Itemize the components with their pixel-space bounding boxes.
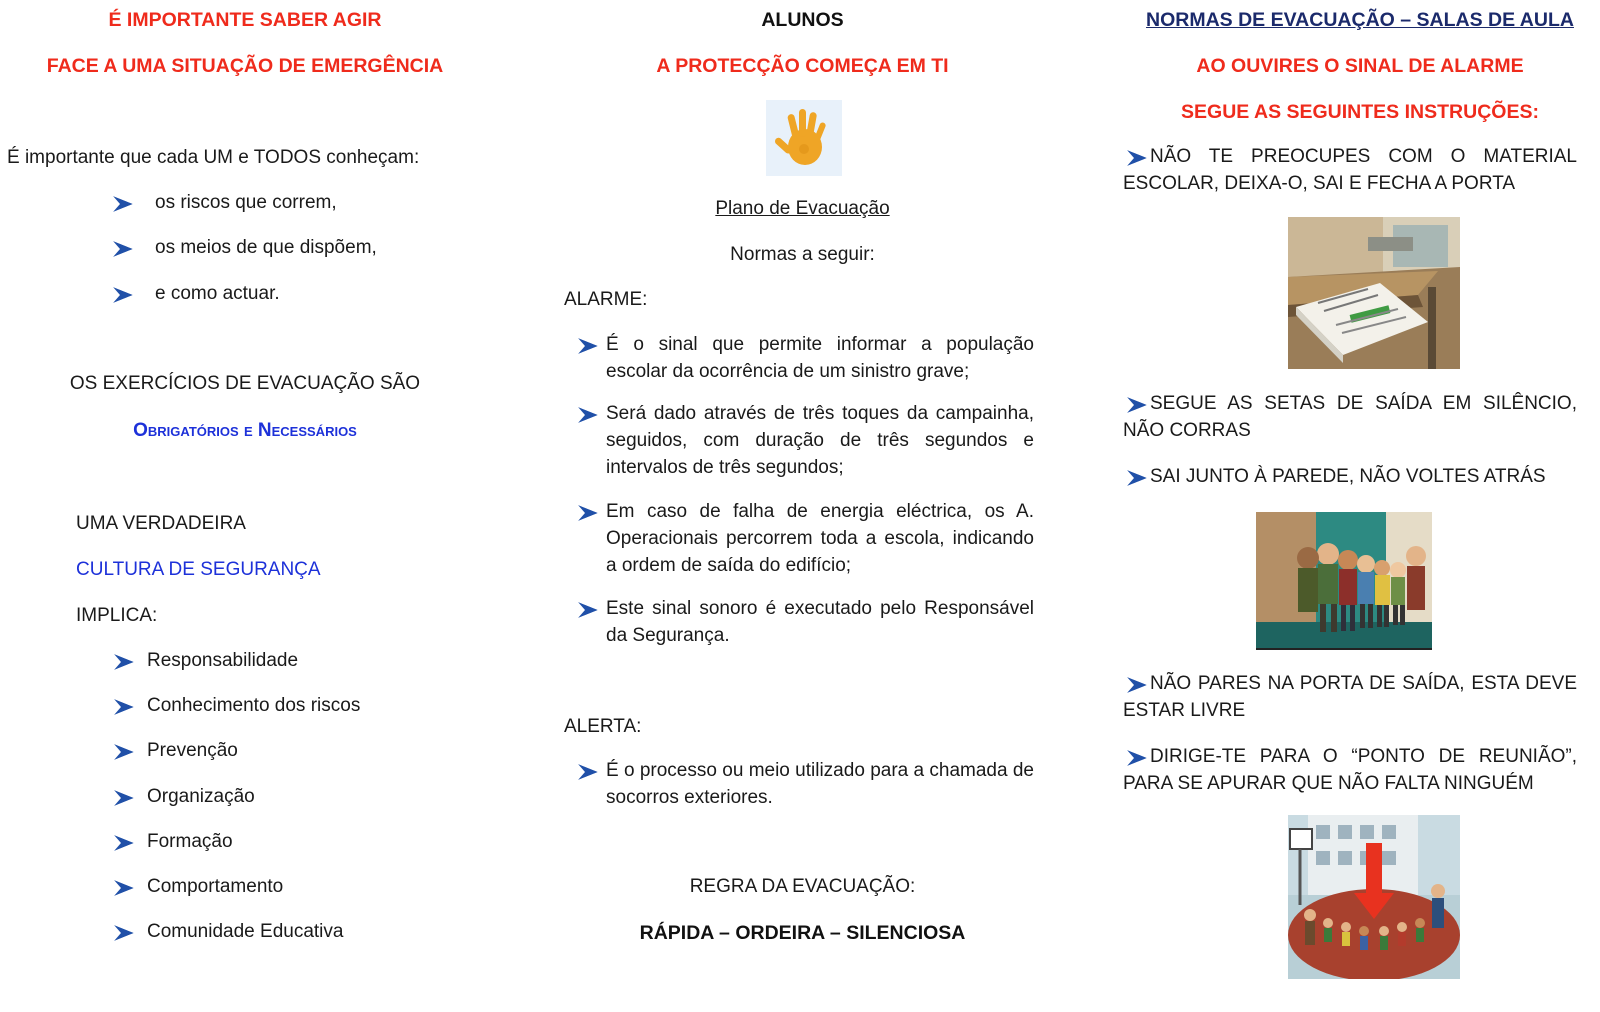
culture-line-3: IMPLICA: [76, 605, 158, 626]
heading-students: ALUNOS [761, 9, 844, 31]
heading-protection: A PROTECÇÃO COMEÇA EM TI [656, 55, 949, 77]
bullet-arrow-icon [578, 764, 598, 780]
heading-emergency-situation: FACE A UMA SITUAÇÃO DE EMERGÊNCIA [46, 55, 444, 77]
students-in-corridor-image [1256, 512, 1432, 650]
alert-label: ALERTA: [564, 716, 642, 737]
intro-text: É importante que cada UM e TODOS conheçam: [7, 147, 420, 168]
list-item: Prevenção [147, 740, 238, 761]
list-item: SAI JUNTO À PAREDE, NÃO VOLTES ATRÁS [1150, 466, 1546, 487]
bullet-arrow-icon [113, 241, 133, 257]
list-item: Comunidade Educativa [147, 921, 344, 942]
bullet-arrow-icon [114, 925, 134, 941]
list-item: É o sinal que permite informar a população escolar da ocorrência de um sinistro grave; [606, 334, 1034, 382]
bullet-arrow-icon [113, 196, 133, 212]
bullet-arrow-icon [114, 744, 134, 760]
bullet-arrow-icon [113, 287, 133, 303]
list-item: Organização [147, 786, 255, 807]
list-item: Formação [147, 831, 233, 852]
rule-label: REGRA DA EVACUAÇÃO: [689, 876, 916, 897]
column-emergency [0, 0, 500, 1012]
assembly-point-image [1288, 815, 1460, 979]
bullet-arrow-icon [578, 505, 598, 521]
heading-evacuation-rules: NORMAS DE EVACUAÇÃO – SALAS DE AULA [1146, 9, 1574, 31]
heading-instructions: SEGUE AS SEGUINTES INSTRUÇÕES: [1181, 101, 1539, 123]
list-item: Em caso de falha de energia eléctrica, os A. Operacionais percorrem toda a escola, indicando a ordem de saída do edifício; [606, 501, 1034, 576]
list-item: NÃO TE PREOCUPES COM O MATERIAL ESCOLAR, DEIXA-O, SAI E FECHA A PORTA [1123, 146, 1577, 194]
bullet-arrow-icon [578, 602, 598, 618]
list-item: Será dado através de três toques da campainha, seguidos, com duração de três segundos e intervalos de três segundos; [606, 403, 1034, 478]
list-item: SEGUE AS SETAS DE SAÍDA EM SILÊNCIO, NÃO CORRAS [1123, 393, 1577, 441]
bullet-arrow-icon [114, 790, 134, 806]
hand-icon [766, 100, 842, 176]
bullet-arrow-icon [114, 880, 134, 896]
bullet-arrow-icon [578, 407, 598, 423]
exercises-emphasis: Obrigatórios e Necessários [133, 420, 357, 441]
culture-line-1: UMA VERDADEIRA [76, 513, 246, 534]
list-item: os riscos que correm, [155, 192, 337, 213]
list-item: os meios de que dispõem, [155, 237, 377, 258]
plan-title: Plano de Evacuação [715, 198, 890, 219]
list-item: Comportamento [147, 876, 284, 897]
alarm-label: ALARME: [564, 289, 648, 310]
list-item: É o processo ou meio utilizado para a chamada de socorros exteriores. [606, 760, 1034, 808]
bullet-arrow-icon [114, 835, 134, 851]
rules-label: Normas a seguir: [730, 244, 875, 265]
heading-alarm-signal: AO OUVIRES O SINAL DE ALARME [1196, 55, 1524, 77]
list-item: NÃO PARES NA PORTA DE SAÍDA, ESTA DEVE ESTAR LIVRE [1123, 673, 1577, 721]
list-item: Responsabilidade [147, 650, 299, 671]
bullet-arrow-icon [578, 338, 598, 354]
list-item: DIRIGE-TE PARA O “PONTO DE REUNIÃO”, PARA SE APURAR QUE NÃO FALTA NINGUÉM [1123, 746, 1577, 794]
rule-value: RÁPIDA – ORDEIRA – SILENCIOSA [639, 922, 966, 944]
classroom-desk-image [1288, 217, 1460, 369]
list-item: Conhecimento dos riscos [147, 695, 361, 716]
culture-line-2: CULTURA DE SEGURANÇA [76, 559, 321, 580]
column-classroom-rules [1123, 0, 1600, 1012]
heading-know-how-to-act: É IMPORTANTE SABER AGIR [108, 9, 382, 31]
list-item: Este sinal sonoro é executado pelo Responsável da Segurança. [606, 598, 1034, 646]
exercises-text: OS EXERCÍCIOS DE EVACUAÇÃO SÃO [69, 373, 421, 394]
column-students [555, 0, 1050, 1012]
bullet-arrow-icon [114, 699, 134, 715]
list-item: e como actuar. [155, 283, 280, 304]
bullet-arrow-icon [114, 654, 134, 670]
